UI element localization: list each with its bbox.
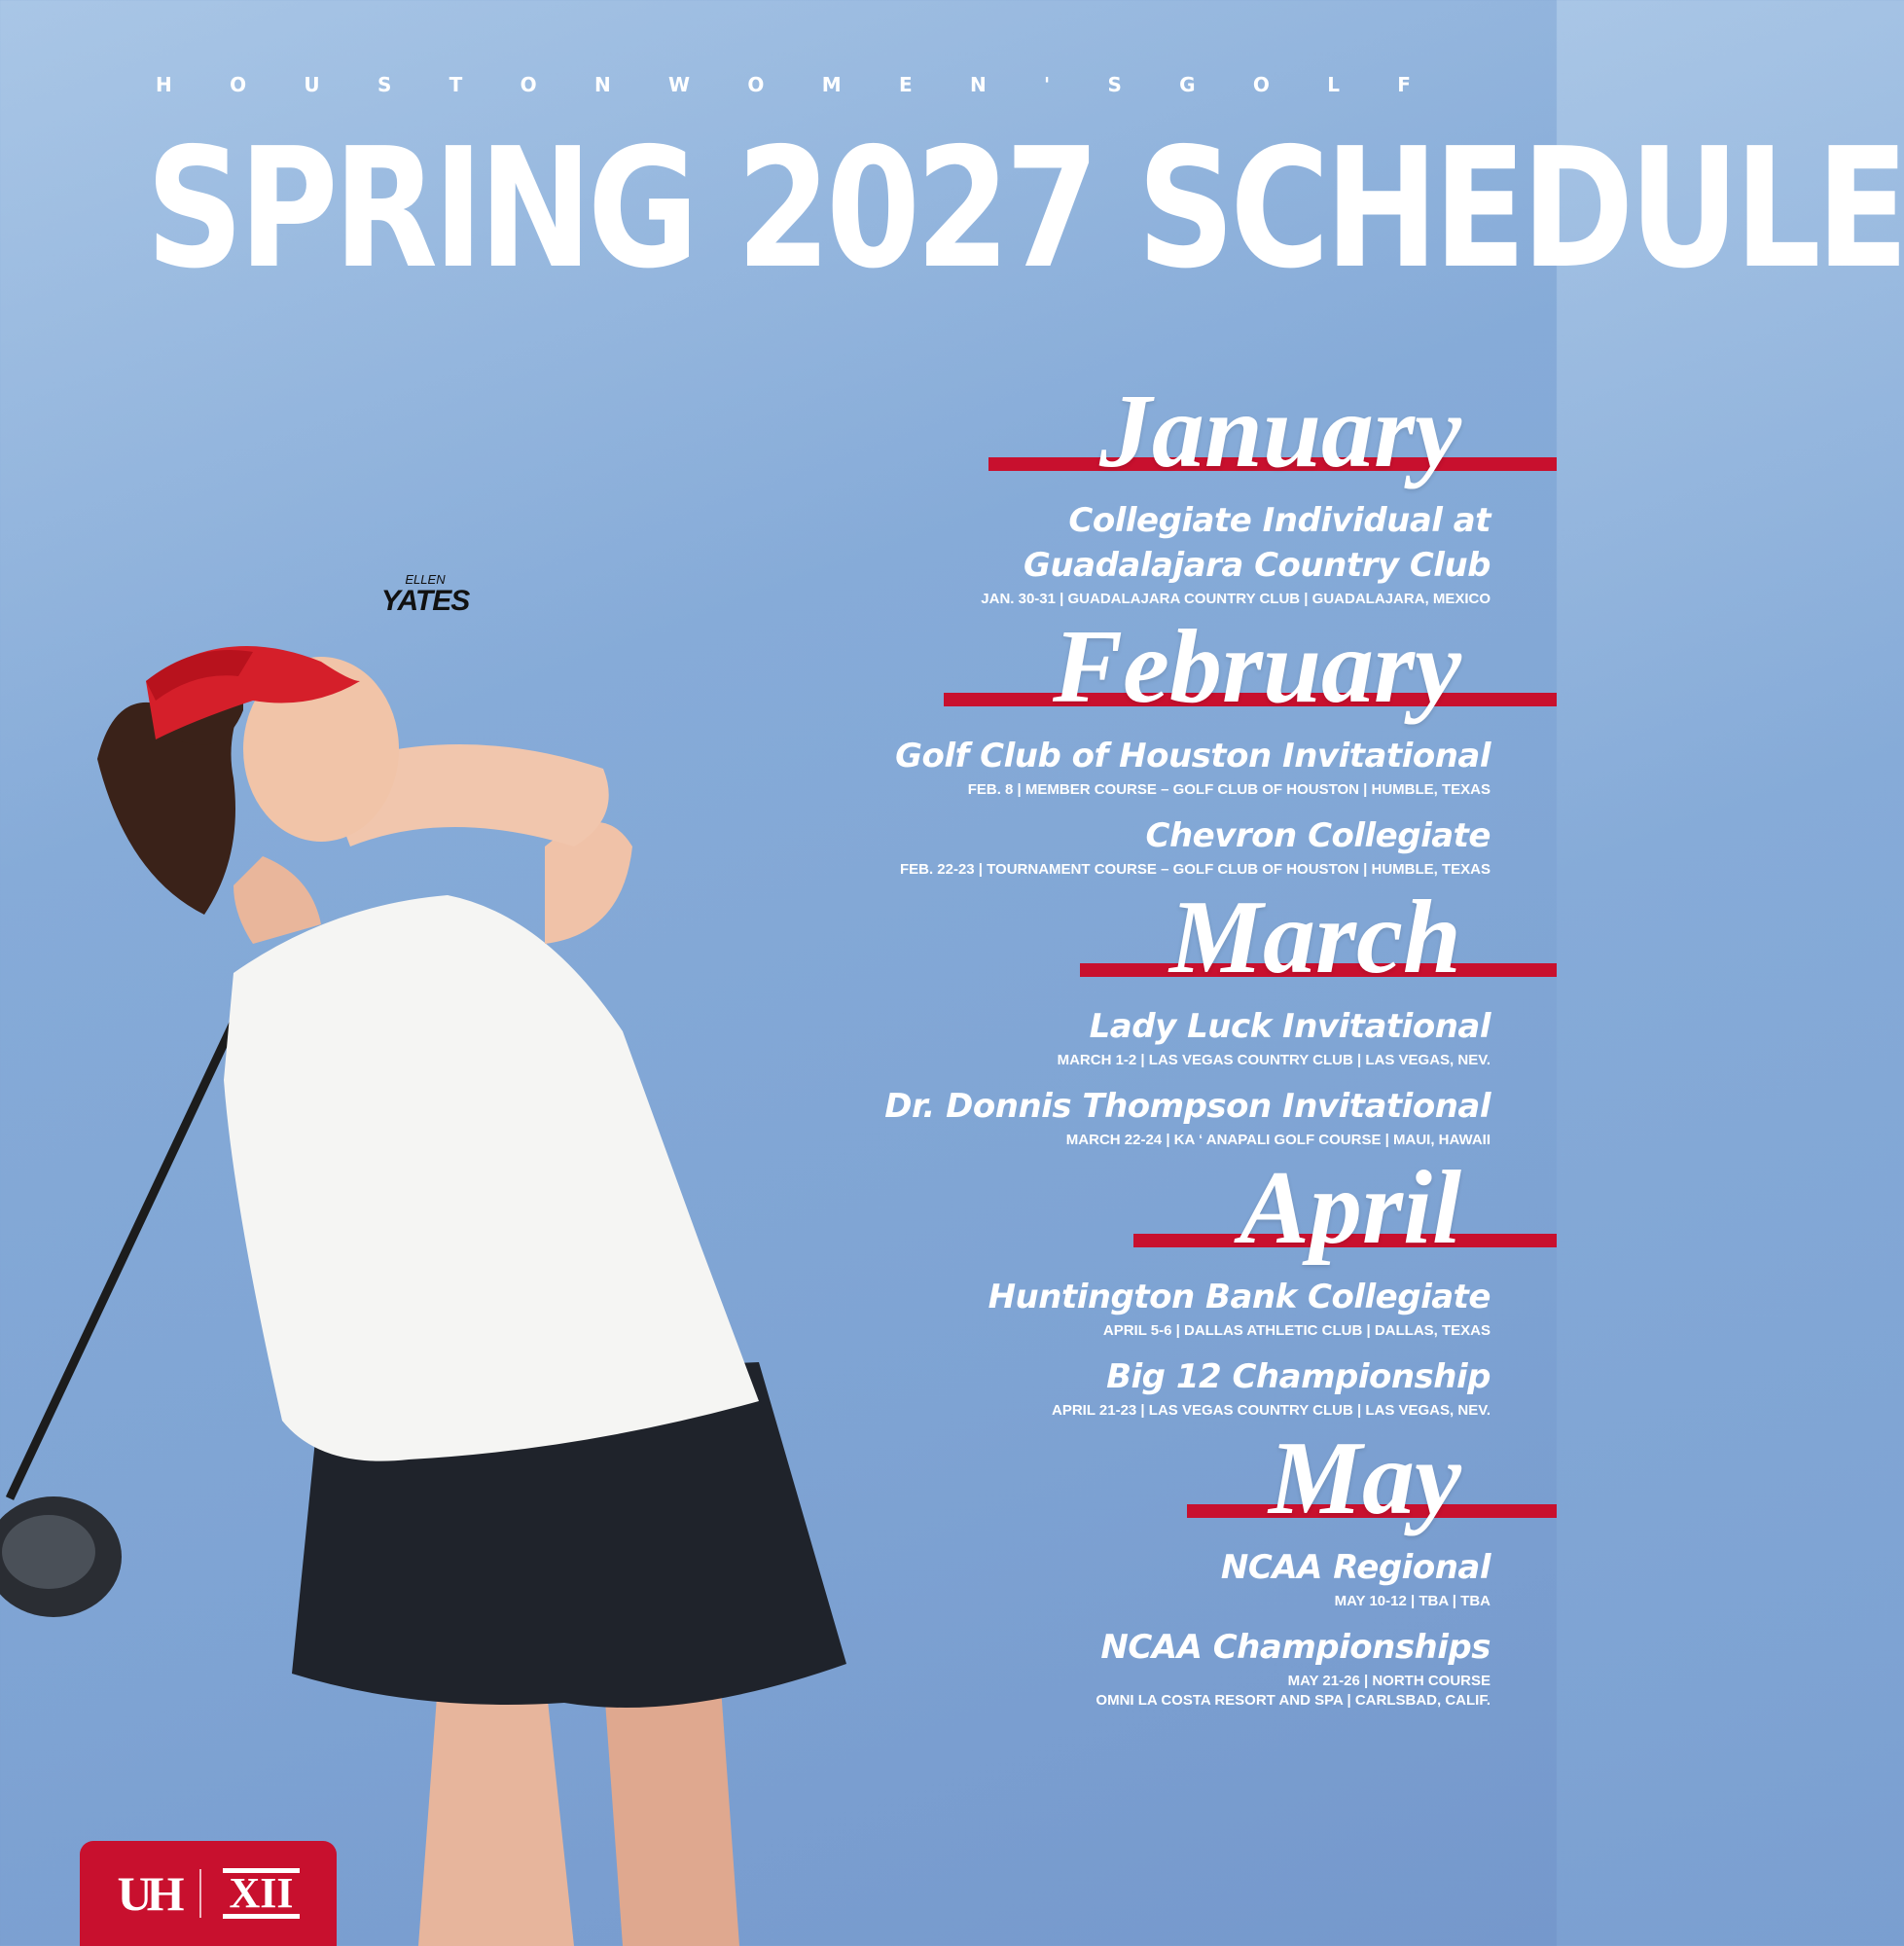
big12-logo: XII <box>223 1868 299 1919</box>
kicker-letter: S <box>377 73 392 96</box>
kicker-letter: T <box>449 73 463 96</box>
event-name: Lady Luck Invitational <box>1089 1007 1491 1046</box>
event-name: Collegiate Individual at Guadalajara Country Club <box>1024 501 1491 585</box>
page-title: SPRING 2027 SCHEDULE <box>146 113 1904 306</box>
event-details: FEB. 8 | MEMBER COURSE – GOLF CLUB OF HOUSTON | HUMBLE, TEXAS <box>967 781 1491 798</box>
kicker-houston-womens-golf <box>156 73 1411 96</box>
player-last-name: YATES <box>380 585 470 617</box>
kicker-letter: F <box>1397 73 1411 96</box>
kicker-letter: O <box>1252 73 1270 96</box>
kicker-letter: W <box>668 73 691 96</box>
event-name: Dr. Donnis Thompson Invitational <box>884 1087 1491 1126</box>
event-name: Big 12 Championship <box>1106 1357 1491 1396</box>
month-name: February <box>1052 609 1461 725</box>
player-name <box>362 572 488 616</box>
kicker-letter: L <box>1327 73 1340 96</box>
event-name: NCAA Regional <box>1220 1548 1491 1587</box>
month-name: May <box>1269 1421 1461 1536</box>
golf-club-shaft <box>10 1002 243 1498</box>
uh-logo: UH <box>117 1866 179 1921</box>
event-name: Chevron Collegiate <box>1145 816 1491 855</box>
event-item <box>751 1004 1491 1070</box>
event-item <box>751 1084 1491 1150</box>
event-item <box>751 1275 1491 1341</box>
event-details: MARCH 1-2 | LAS VEGAS COUNTRY CLUB | LAS VEGAS, NEV. <box>1057 1052 1491 1068</box>
event-item <box>751 498 1491 609</box>
kicker-letter: O <box>230 73 247 96</box>
kicker-letter: S <box>1107 73 1122 96</box>
event-details-line2: OMNI LA COSTA RESORT AND SPA | CARLSBAD, CALIF. <box>1096 1692 1491 1709</box>
kicker-letter: G <box>1179 73 1196 96</box>
month-header-april <box>751 1150 1491 1266</box>
golfer-photo <box>0 623 876 1946</box>
month-header-march <box>751 880 1491 995</box>
event-item <box>751 1545 1491 1611</box>
event-details: JAN. 30-31 | GUADALAJARA COUNTRY CLUB | GUADALAJARA, MEXICO <box>981 591 1491 607</box>
month-header-january <box>751 374 1491 489</box>
kicker-letter: N <box>593 73 611 96</box>
event-details: MAY 10-12 | TBA | TBA <box>1334 1593 1491 1609</box>
event-item <box>751 734 1491 800</box>
event-name: Huntington Bank Collegiate <box>988 1278 1491 1316</box>
event-details: MARCH 22-24 | KA ‘ ANAPALI GOLF COURSE | MAUI, HAWAII <box>1065 1132 1491 1148</box>
event-details: APRIL 21-23 | LAS VEGAS COUNTRY CLUB | LAS VEGAS, NEV. <box>1052 1402 1491 1419</box>
logo-divider <box>199 1869 201 1918</box>
kicker-letter: ' <box>1044 73 1051 96</box>
event-item <box>751 813 1491 880</box>
event-details: FEB. 22-23 | TOURNAMENT COURSE – GOLF CLUB OF HOUSTON | HUMBLE, TEXAS <box>899 861 1491 878</box>
event-details: APRIL 5-6 | DALLAS ATHLETIC CLUB | DALLAS, TEXAS <box>1102 1322 1491 1339</box>
kicker-letter: O <box>747 73 765 96</box>
logos-badge <box>80 1841 337 1946</box>
month-header-may <box>751 1421 1491 1536</box>
event-details: MAY 21-26 | NORTH COURSE <box>1287 1673 1491 1689</box>
shirt <box>224 895 759 1461</box>
kicker-letter: H <box>156 73 172 96</box>
kicker-letter: N <box>969 73 987 96</box>
kicker-letter: U <box>304 73 320 96</box>
schedule-list <box>751 374 1491 1716</box>
kicker-letter: E <box>898 73 913 96</box>
kicker-letter: M <box>821 73 842 96</box>
event-name: Golf Club of Houston Invitational <box>895 737 1491 775</box>
event-item <box>751 1625 1491 1711</box>
month-name: March <box>1168 880 1461 995</box>
player-first-name: ELLEN <box>405 572 446 587</box>
month-header-february <box>751 609 1491 725</box>
kicker-letter: O <box>520 73 537 96</box>
event-name: NCAA Championships <box>1100 1628 1491 1667</box>
month-name: April <box>1239 1150 1461 1266</box>
event-item <box>751 1354 1491 1421</box>
month-name: January <box>1098 374 1461 489</box>
